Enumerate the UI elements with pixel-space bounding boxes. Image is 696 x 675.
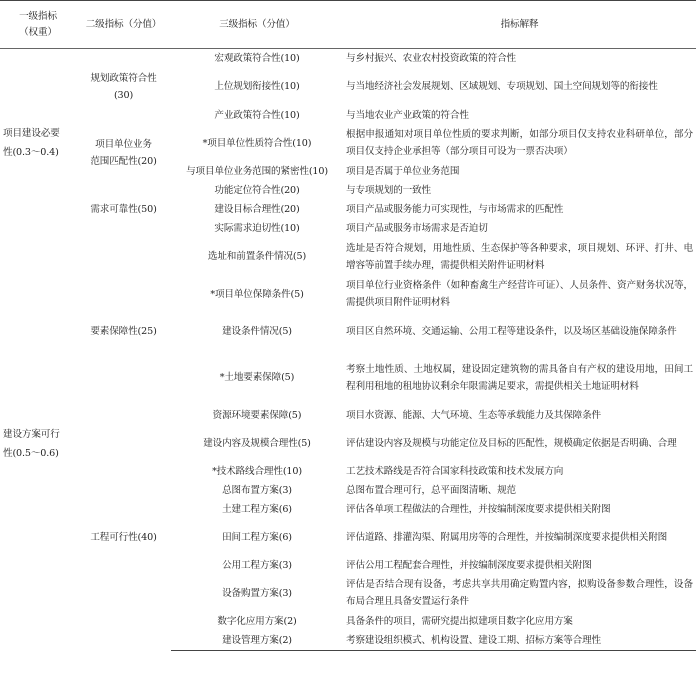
table-row [0, 125, 696, 162]
level3-cell: 宏观政策符合性(10) [214, 52, 300, 64]
explanation-cell: 考察建设组织模式、机构设置、建设工期、招标方案等合理性 [343, 631, 696, 651]
explanation-cell: 工艺技术路线是否符合国家科技政策和技术发展方向 [346, 465, 564, 477]
header-row [0, 1, 696, 49]
level3-cell: 产业政策符合性(10) [214, 109, 300, 121]
explanation-cell: 与专项规划的一致性 [346, 184, 431, 196]
explanation-cell: 考察土地性质、土地权属，建设固定建筑物的需具备自有产权的建设用地，田间工程利用租地的租地协议剩余年限需满足要求，需提供相关土地证明材料 [346, 363, 693, 392]
explanation-cell: 具备条件的项目，需研究提出拟建项目数字化应用方案 [346, 615, 573, 627]
explanation-cell: 评估道路、排灌沟渠、附属用房等的合理性，并按编制深度要求提供相关附图 [346, 531, 668, 543]
level1-cell-necessity: 项目建设必要 性(0.3～0.4) [3, 128, 60, 159]
level3-cell: *技术路线合理性(10) [212, 465, 302, 477]
table-body [0, 49, 696, 651]
table-row [0, 181, 696, 200]
explanation-cell: 总图布置合理可行，总平面图清晰、规范 [346, 484, 516, 496]
level2-cell-demand: 需求可靠性(50) [90, 203, 157, 215]
table-row [0, 49, 696, 68]
level3-cell: 建设目标合理性(20) [214, 203, 300, 215]
level3-cell: *项目单位性质符合性(10) [202, 137, 312, 149]
table-row [0, 425, 696, 462]
explanation-cell: 选址是否符合规划，用地性质、生态保护等各种要求，项目规划、环评、打井、电增容等前置手续办理，需提供相关附件证明材料 [346, 242, 693, 271]
explanation-cell: 根据申报通知对项目单位性质的要求判断，如部分项目仅支持农业科研单位，部分项目仅支持企业承担等（部分项目可设为一票否决项） [346, 129, 693, 157]
level3-cell: 建设条件情况(5) [222, 325, 292, 337]
level3-cell: 设备购置方案(3) [222, 587, 292, 599]
level2-cell-policy: 规划政策符合性 (30) [90, 72, 157, 101]
level3-cell: 选址和前置条件情况(5) [207, 251, 307, 262]
level3-cell: 建设内容及规模合理性(5) [203, 437, 311, 449]
explanation-cell: 评估建设内容及规模与功能定位及目标的匹配性，规模确定依据是否明确、合理 [346, 437, 677, 449]
explanation-cell: 项目单位行业资格条件（如种畜禽生产经营许可证）、人员条件、资产财务状况等，需提供项目附件证明材料 [346, 280, 693, 308]
level3-cell: 资源环境要素保障(5) [212, 409, 302, 421]
explanation-cell: 项目产品或服务市场需求是否迫切 [346, 222, 488, 234]
explanation-cell: 项目区自然环境、交通运输、公用工程等建设条件，以及场区基础设施保障条件 [346, 325, 677, 337]
level3-cell: 与项目单位业务范围的紧密性(10) [186, 165, 328, 177]
level3-cell: 总图布置方案(3) [222, 484, 292, 496]
level1-cell-feasibility: 建设方案可行 性(0.5～0.6) [3, 429, 60, 459]
level3-cell: 建设管理方案(2) [171, 631, 343, 651]
table-row [0, 238, 696, 276]
explanation-cell: 与当地农业产业政策的符合性 [346, 109, 469, 121]
level3-cell: 实际需求迫切性(10) [214, 222, 300, 234]
level3-cell: *土地要素保障(5) [219, 372, 295, 383]
explanation-cell: 项目产品或服务能力可实现性，与市场需求的匹配性 [346, 203, 564, 215]
level3-cell: 数字化应用方案(2) [217, 615, 297, 627]
explanation-cell: 评估是否结合现有设备，考虑共享共用确定购置内容，拟购设备参数合理性，设备布局合理且具备安置运行条件 [346, 579, 693, 607]
level3-cell: 土建工程方案(6) [222, 503, 292, 515]
explanation-cell: 评估公用工程配套合理性，并按编制深度要求提供相关附图 [346, 559, 592, 571]
explanation-cell: 项目水资源、能源、大气环境、生态等承载能力及其保障条件 [346, 409, 601, 421]
explanation-cell: 评估各单项工程做法的合理性，并按编制深度要求提供相关附图 [346, 503, 611, 515]
level2-cell-scope: 项目单位业务 范围匹配性(20) [90, 138, 157, 167]
header-level1: 一级指标 （权重） [0, 1, 76, 49]
explanation-cell: 与乡村振兴、农业农村投资政策的符合性 [346, 52, 516, 64]
header-level3: 三级指标（分值） [171, 1, 343, 49]
level3-cell: 上位规划衔接性(10) [214, 81, 300, 92]
table-header [0, 1, 696, 49]
level3-cell: 田间工程方案(6) [222, 531, 292, 543]
level3-cell: 公用工程方案(3) [222, 559, 292, 571]
header-explanation: 指标解释 [343, 1, 696, 49]
level2-cell-engineering: 工程可行性(40) [90, 532, 157, 543]
level3-cell: 功能定位符合性(20) [214, 184, 300, 196]
level2-cell-factors: 要素保障性(25) [90, 325, 157, 337]
explanation-cell: 项目是否属于单位业务范围 [346, 165, 460, 177]
level3-cell: *项目单位保障条件(5) [210, 288, 304, 300]
explanation-cell: 与当地经济社会发展规划、区域规划、专项规划、国土空间规划等的衔接性 [346, 81, 658, 92]
header-level2: 二级指标（分值） [76, 1, 171, 49]
